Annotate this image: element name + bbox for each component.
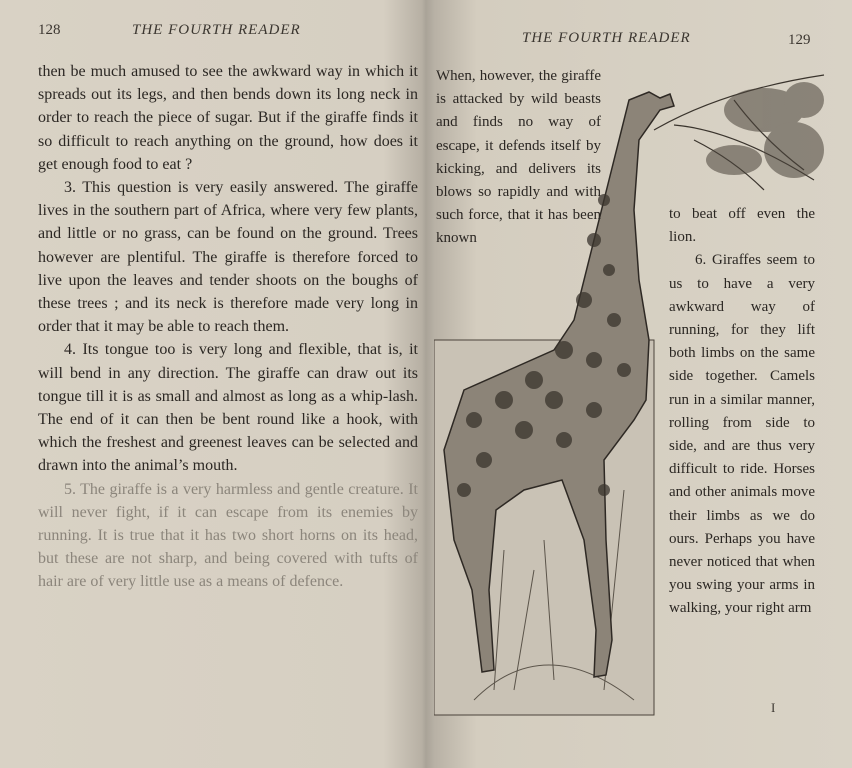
right-running-head: THE FOURTH READER <box>522 30 691 46</box>
left-paragraph-2: 3. This question is very easily answered. The giraffe lives in the southern part of Africa, where very few plants, and little or no grass, can be found on the ground. Trees however are plentiful. The giraffe is therefore forced to live upon the leaves and tender shoots on the boughs of these trees ; and its neck is therefore made very long in order that it may be able to reach them. <box>38 179 418 336</box>
right-column-left-text <box>436 65 601 251</box>
right-page <box>426 0 852 768</box>
left-paragraph-4: 5. The giraffe is a very harmless and gentle creature. It will never fight, if it can escape from its enemies by running. It is true that it has two short horns on its head, but these are not sharp, and being covered with tufts of hair are of very little use as a means of defence. <box>38 480 418 591</box>
left-page <box>0 0 425 768</box>
signature-mark: I <box>771 700 776 715</box>
right-column-right-text <box>669 203 815 621</box>
left-page-number: 128 <box>38 22 61 38</box>
left-body-text <box>38 60 418 594</box>
right-column-paragraph-6: 6. Giraffes seem to us to have a very awkward way of running, for they lift both limbs on the same side together. Camels run in a similar manner, rolling from side to side, and are thus very difficult to ride. Horses and other animals move their limbs as we do ours. Perhaps you have never noticed that when you swing your arms in walking, your right arm <box>669 252 815 617</box>
right-page-number: 129 <box>788 32 811 48</box>
left-paragraph-1: then be much amused to see the awkward way in which it spreads out its legs, and then bends down its long neck in order to reach the piece of sugar. But if the giraffe finds it so difficult to reach anything on the ground, how does it get enough food to eat ? <box>38 63 418 173</box>
right-column-continuation: to beat off even the lion. <box>669 206 815 246</box>
left-running-head: THE FOURTH READER <box>132 22 301 38</box>
right-column-left-paragraph: When, however, the giraffe is attacked by wild beasts and finds no way of escape, it defends itself by kicking, and delivers its blows so rapidly and with such force, that it has been known <box>436 68 601 247</box>
left-paragraph-3: 4. Its tongue too is very long and flexible, that is, it will bend in any direction. The giraffe can draw out its tongue till it is as small and almost as long as a whip-lash. The end of it can then be bent round like a hook, with which the freshest and greenest leaves can be selected and drawn into the animal’s mouth. <box>38 341 418 475</box>
